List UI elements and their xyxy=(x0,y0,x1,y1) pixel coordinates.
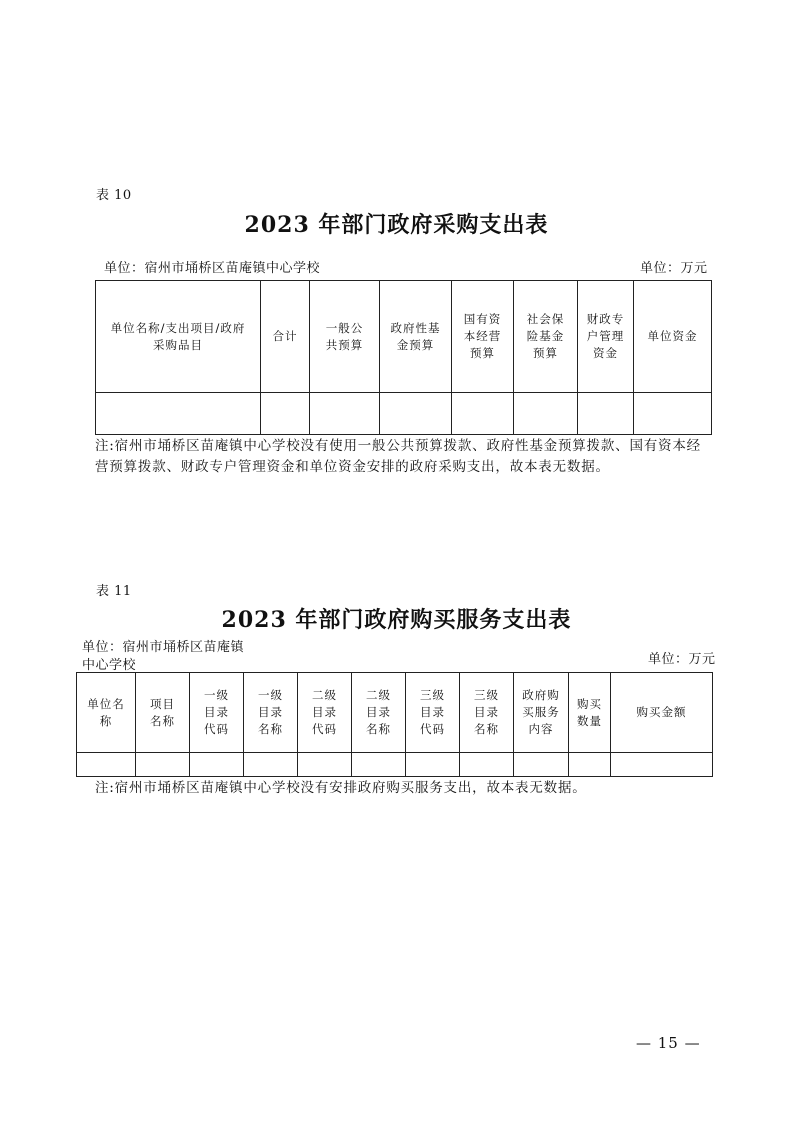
table10-cell xyxy=(261,393,310,435)
table10-header-row xyxy=(96,281,712,393)
table11-label: 表 11 xyxy=(96,584,132,599)
table11-header-row xyxy=(77,673,713,753)
table11-unit-left: 单位：宿州市埇桥区苗庵镇中心学校 xyxy=(82,640,245,673)
table11-header-cell: 三级目录代码 xyxy=(406,673,460,753)
table10-cell xyxy=(380,393,452,435)
table11-cell xyxy=(244,753,298,777)
table10-header-cell: 财政专户管理资金 xyxy=(578,281,634,393)
table11-grid xyxy=(76,672,713,777)
table10-header-cell: 社会保险基金预算 xyxy=(514,281,578,393)
table11-header-cell: 三级目录名称 xyxy=(460,673,514,753)
table11-cell xyxy=(611,753,713,777)
table11-header-cell: 一级目录代码 xyxy=(190,673,244,753)
page-number: — 15 — xyxy=(636,1034,701,1052)
table10-cell xyxy=(514,393,578,435)
table10-label: 表 10 xyxy=(96,188,132,203)
table11-cell xyxy=(136,753,190,777)
table11-cell xyxy=(569,753,611,777)
table10-header-cell: 合计 xyxy=(261,281,310,393)
table10-note: 注:宿州市埇桥区苗庵镇中心学校没有使用一般公共预算拨款、政府性基金预算拨款、国有资本经营预算拨款、财政专户管理资金和单位资金安排的政府采购支出，故本表无数据。 xyxy=(95,438,701,475)
table10-cell xyxy=(634,393,712,435)
table11-cell xyxy=(190,753,244,777)
table11-note: 注:宿州市埇桥区苗庵镇中心学校没有安排政府购买服务支出，故本表无数据。 xyxy=(95,780,587,796)
table11-unit-right: 单位：万元 xyxy=(648,652,716,667)
table11-cell xyxy=(460,753,514,777)
table11-header-cell: 二级目录名称 xyxy=(352,673,406,753)
table10-cell xyxy=(452,393,514,435)
table10-header-cell: 单位名称/支出项目/政府采购品目 xyxy=(96,281,261,393)
table11-header-cell: 二级目录代码 xyxy=(298,673,352,753)
table11-cell xyxy=(352,753,406,777)
table10-header-cell: 一般公共预算 xyxy=(310,281,380,393)
table11-cell xyxy=(298,753,352,777)
table10-grid xyxy=(95,280,712,435)
table11-header-cell: 购买数量 xyxy=(569,673,611,753)
table10-unit-left: 单位：宿州市埇桥区苗庵镇中心学校 xyxy=(104,261,321,276)
table10-header-cell: 政府性基金预算 xyxy=(380,281,452,393)
table11-cell xyxy=(77,753,136,777)
table10-header-cell: 单位资金 xyxy=(634,281,712,393)
table11-header-cell: 政府购买服务内容 xyxy=(514,673,569,753)
table10-cell xyxy=(578,393,634,435)
table11-title: 2023 年部门政府购买服务支出表 xyxy=(221,607,572,633)
table10-title: 2023 年部门政府采购支出表 xyxy=(244,212,549,238)
table11-empty-row xyxy=(77,753,713,777)
table10-header-cell: 国有资本经营预算 xyxy=(452,281,514,393)
table11-cell xyxy=(514,753,569,777)
table10-cell xyxy=(96,393,261,435)
table11-header-cell: 购买金额 xyxy=(611,673,713,753)
table11-cell xyxy=(406,753,460,777)
table11-header-cell: 项目名称 xyxy=(136,673,190,753)
table10-empty-row xyxy=(96,393,712,435)
table10-cell xyxy=(310,393,380,435)
table11-header-cell: 一级目录名称 xyxy=(244,673,298,753)
table11-header-cell: 单位名称 xyxy=(77,673,136,753)
table10-unit-right: 单位：万元 xyxy=(640,261,708,276)
